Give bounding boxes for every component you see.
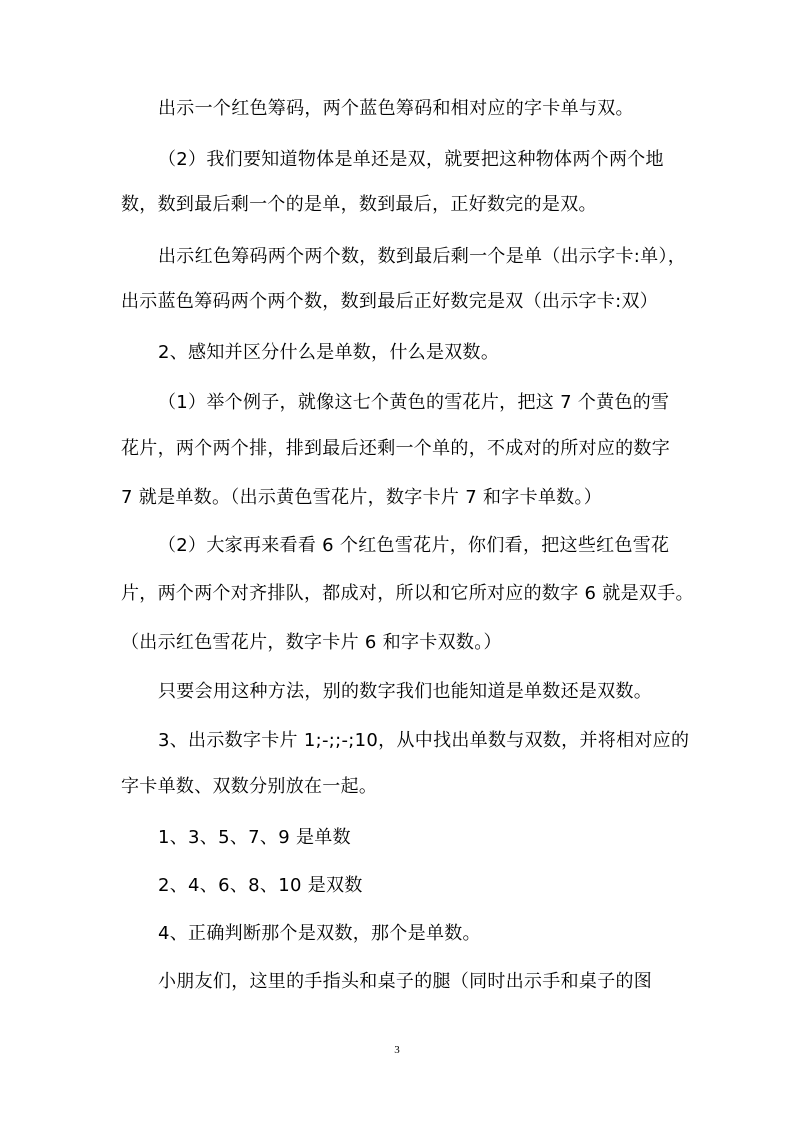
paragraph-line: （1）举个例子，就像这七个黄色的雪花片，把这 7 个黄色的雪 [158, 392, 670, 413]
paragraph-line: 小朋友们，这里的手指头和桌子的腿（同时出示手和桌子的图 [158, 971, 653, 992]
paragraph-line: 3、出示数字卡片 1;-;;-;10，从中找出单数与双数，并将相对应的 [158, 730, 690, 751]
paragraph-line: 只要会用这种方法，别的数字我们也能知道是单数还是双数。 [158, 681, 653, 702]
paragraph-line: （2）我们要知道物体是单还是双，就要把这种物体两个两个地 [158, 149, 664, 170]
paragraph-line: （2）大家再来看看 6 个红色雪花片，你们看，把这些红色雪花 [158, 535, 670, 556]
paragraph-line: 片，两个两个对齐排队，都成对，所以和它所对应的数字 6 就是双手。 [121, 583, 694, 604]
paragraph-line: 2、4、6、8、10 是双数 [158, 875, 363, 896]
paragraph-line: 2、感知并区分什么是单数，什么是双数。 [158, 342, 500, 363]
paragraph-line: 花片，两个两个排，排到最后还剩一个单的，不成对的所对应的数字 [121, 438, 670, 459]
page-number: 3 [394, 1044, 400, 1056]
paragraph-line: 出示蓝色筹码两个两个数，数到最后正好数完是双（出示字卡:双） [121, 291, 659, 312]
paragraph-line: 7 就是单数。（出示黄色雪花片，数字卡片 7 和字卡单数。） [121, 487, 603, 508]
paragraph-line: （出示红色雪花片，数字卡片 6 和字卡双数。） [121, 632, 502, 653]
paragraph-line: 1、3、5、7、9 是单数 [158, 827, 351, 848]
paragraph-line: 出示红色筹码两个两个数，数到最后剩一个是单（出示字卡:单）， [158, 246, 687, 267]
paragraph-line: 4、正确判断那个是双数，那个是单数。 [158, 923, 481, 944]
paragraph-line: 字卡单数、双数分别放在一起。 [121, 776, 378, 797]
paragraph-line: 出示一个红色筹码，两个蓝色筹码和相对应的字卡单与双。 [158, 98, 634, 119]
paragraph-line: 数，数到最后剩一个的是单，数到最后，正好数完的是双。 [121, 194, 597, 215]
